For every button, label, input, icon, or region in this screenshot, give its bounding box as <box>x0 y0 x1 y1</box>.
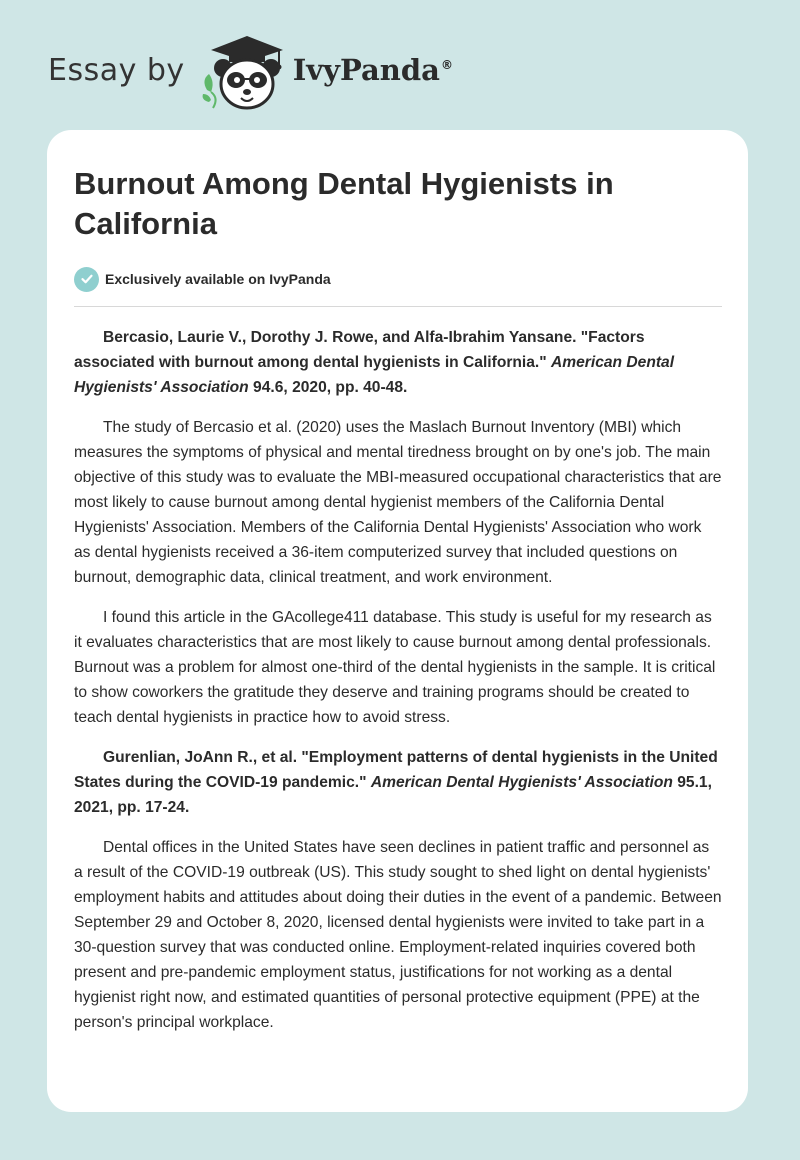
journal-name: American Dental Hygienists' Association <box>370 774 673 791</box>
brand-name: IvyPanda® <box>292 53 453 87</box>
registered-mark: ® <box>440 58 453 73</box>
check-circle-icon <box>74 267 99 292</box>
citation-paragraph: Gurenlian, JoAnn R., et al. "Employment patterns of dental hygienists in the United States during the COVID-19 pandemic." American Dental Hygienists' Association 95.1, 2021, pp. 17-24. <box>74 749 718 816</box>
body-paragraph: Dental offices in the United States have seen declines in patient traffic and personnel as a result of the COVID-19 outbreak (US). This study sought to shed light on dental hygienists' employment habits and attitudes about doing their duties in the event of a pandemic. Between September 29 and October 8, 2020, licensed dental hygienists were invited to take part in a 30-question survey that was conducted online. Employment-related inquiries covered both present and pre-pandemic employment status, justifications for not working as a dental hygienist right now, and estimated quantities of personal protective equipment (PPE) at the person's principal workplace. <box>74 839 722 1031</box>
exclusive-label-row <box>74 266 722 292</box>
brand-header[interactable] <box>48 28 453 112</box>
brand-prefix: Essay by <box>48 52 185 88</box>
body-paragraph: I found this article in the GAcollege411 database. This study is useful for my research as it evaluates characteristics that are most likely to cause burnout among dental professionals. Burnout was a problem for almost one-third of the dental hygienists in the sample. It is critical to show coworkers the gratitude they deserve and training programs should be created to teach dental hygienists in practice how to avoid stress. <box>74 609 716 726</box>
essay-card <box>47 130 748 1112</box>
body-paragraph: The study of Bercasio et al. (2020) uses the Maslach Burnout Inventory (MBI) which measures the symptoms of physical and mental tiredness brought on by one's job. The main objective of this study was to evaluate the MBI-measured occupational characteristics that are most likely to cause burnout among dental hygienist members of the California Dental Hygienists' Association. Members of the California Dental Hygienists' Association who work as dental hygienists received a 36-item computerized survey that included questions on burnout, demographic data, clinical treatment, and work environment. <box>74 419 722 586</box>
citation-paragraph: Bercasio, Laurie V., Dorothy J. Rowe, and Alfa-Ibrahim Yansane. "Factors associated with burnout among dental hygienists in California." American Dental Hygienists' Association 94.6, 2020, pp. 40-48. <box>74 329 675 396</box>
divider <box>74 306 722 307</box>
panda-graduate-icon <box>199 28 291 112</box>
exclusive-label: Exclusively available on IvyPanda <box>105 271 331 287</box>
essay-title: Burnout Among Dental Hygienists in California <box>74 166 614 241</box>
journal-name: American Dental Hygienists' Association <box>74 354 675 396</box>
